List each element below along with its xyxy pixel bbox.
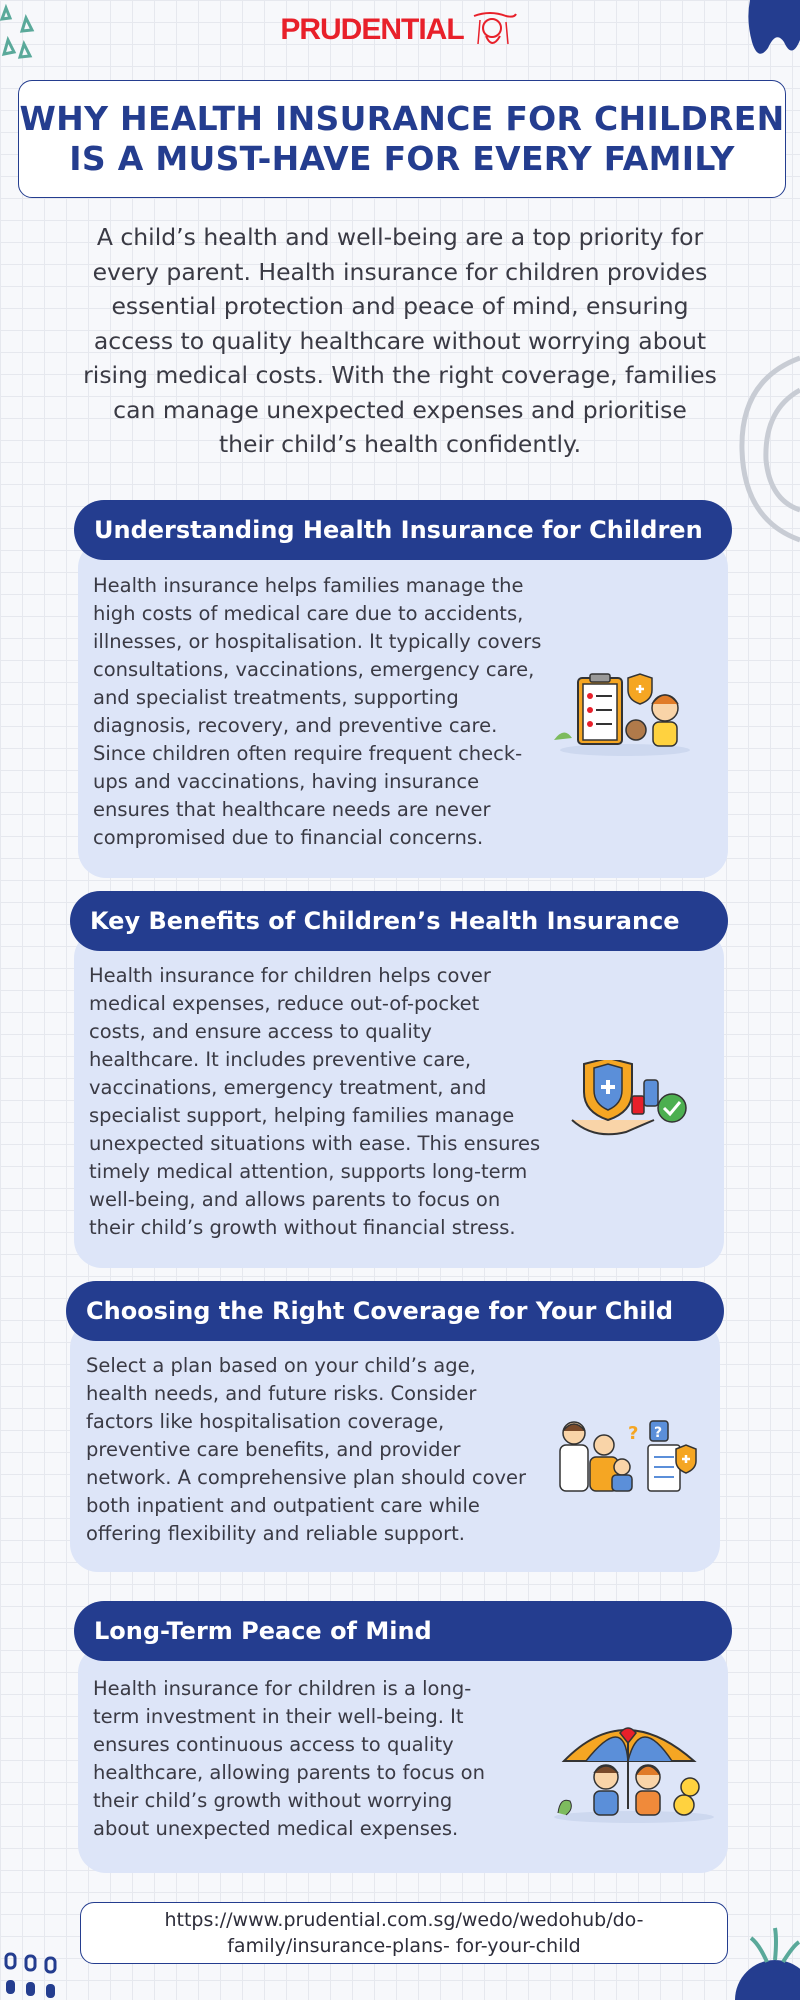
body-line: vaccinations, emergency treatment, and [89,1076,487,1099]
body-line: health needs, and future risks. Consider [86,1382,477,1405]
svg-text:?: ? [628,1423,639,1444]
body-line: preventive care benefits, and provider [86,1438,461,1461]
body-line: high costs of medical care due to accidents, [93,602,524,625]
body-line: term investment in their well-being. It [93,1705,464,1728]
body-line: Health insurance for children is a long- [93,1677,472,1700]
page-title-line-2: IS A MUST-HAVE FOR EVERY FAMILY [69,139,735,178]
body-line: unexpected situations with ease. This ensures [89,1132,541,1155]
body-line: medical expenses, reduce out-of-pocket [89,992,480,1015]
body-line: ensures that healthcare needs are never [93,798,491,821]
intro-line: A child’s health and well-being are a top priority for [96,223,704,251]
intro-line: rising medical costs. With the right coverage, families [83,361,717,389]
source-url-line-1[interactable]: https://www.prudential.com.sg/wedo/wedohub/do- [164,1909,644,1931]
section-heading-understanding: Understanding Health Insurance for Children [74,500,732,560]
intro-line: their child’s health confidently. [218,430,582,458]
page-title-line-1: WHY HEALTH INSURANCE FOR CHILDREN [19,99,785,138]
source-url-box[interactable] [80,1902,728,1964]
section-card-coverage [70,1320,720,1572]
body-line: healthcare. It includes preventive care, [89,1048,472,1071]
section-body [86,1352,556,1548]
source-url-line-2[interactable]: family/insurance-plans- for-your-child [227,1935,581,1957]
body-line: Health insurance helps families manage the [93,574,524,597]
section-body [93,572,553,852]
intro-line: essential protection and peace of mind, ensuring [111,292,689,320]
body-line: network. A comprehensive plan should cover [86,1466,527,1489]
intro-paragraph [70,220,730,462]
body-line: offering flexibility and reliable support. [86,1522,465,1545]
body-line: costs, and ensure access to quality [89,1020,432,1043]
logo-text: PRUDENTIAL [280,13,464,46]
intro-line: every parent. Health insurance for children provides [92,257,708,286]
family-checklist-icon [552,1415,702,1497]
body-line: both inpatient and outpatient care while [86,1494,480,1517]
body-line: diagnosis, recovery, and preventive care. [93,714,498,737]
body-line: and specialist treatments, supporting [93,686,459,709]
body-line: factors like hospitalisation coverage, [86,1410,445,1433]
section-card-understanding [78,540,728,878]
body-line: Health insurance for children helps cover [89,964,491,987]
shield-hand-icon [564,1060,694,1150]
body-line: their child’s growth without worrying [93,1789,453,1812]
body-line: consultations, vaccinations, emergency care, [93,658,535,681]
section-body [93,1675,533,1843]
body-line: ups and vaccinations, having insurance [93,770,480,793]
grey-swirl-decoration-right [730,350,800,560]
navy-dots-decoration-bottom-left [0,1950,80,2000]
body-line: healthcare, allowing parents to focus on [93,1761,485,1784]
umbrella-children-icon [544,1713,719,1825]
section-heading-coverage: Choosing the Right Coverage for Your Child [66,1281,724,1341]
body-line: Since children often require frequent check- [93,742,523,765]
body-line: compromised due to financial concerns. [93,826,484,849]
section-heading-peace-of-mind: Long-Term Peace of Mind [74,1601,732,1661]
body-line: timely medical attention, supports long-term [89,1160,528,1183]
section-card-peace-of-mind [78,1645,728,1873]
section-body [89,962,559,1242]
prudential-logo [0,10,800,50]
body-line: well-being, and allows parents to focus on [89,1188,501,1211]
section-heading-benefits: Key Benefits of Children’s Health Insurance [70,891,728,951]
body-line: about unexpected medical expenses. [93,1817,459,1840]
section-card-benefits [74,930,724,1268]
title-box [18,80,786,198]
intro-line: can manage unexpected expenses and prioritise [113,395,687,424]
clipboard-child-icon [550,670,700,760]
svg-text:?: ? [654,1425,663,1441]
body-line: specialist support, helping families manage [89,1104,515,1127]
body-line: ensures continuous access to quality [93,1733,454,1756]
body-line: Select a plan based on your child’s age, [86,1354,476,1377]
intro-line: access to quality healthcare without worrying about [93,326,707,355]
body-line: their child’s growth without financial stress. [89,1216,516,1239]
body-line: illnesses, or hospitalisation. It typically covers [93,630,542,653]
rock-of-gibraltar-icon [470,10,520,50]
